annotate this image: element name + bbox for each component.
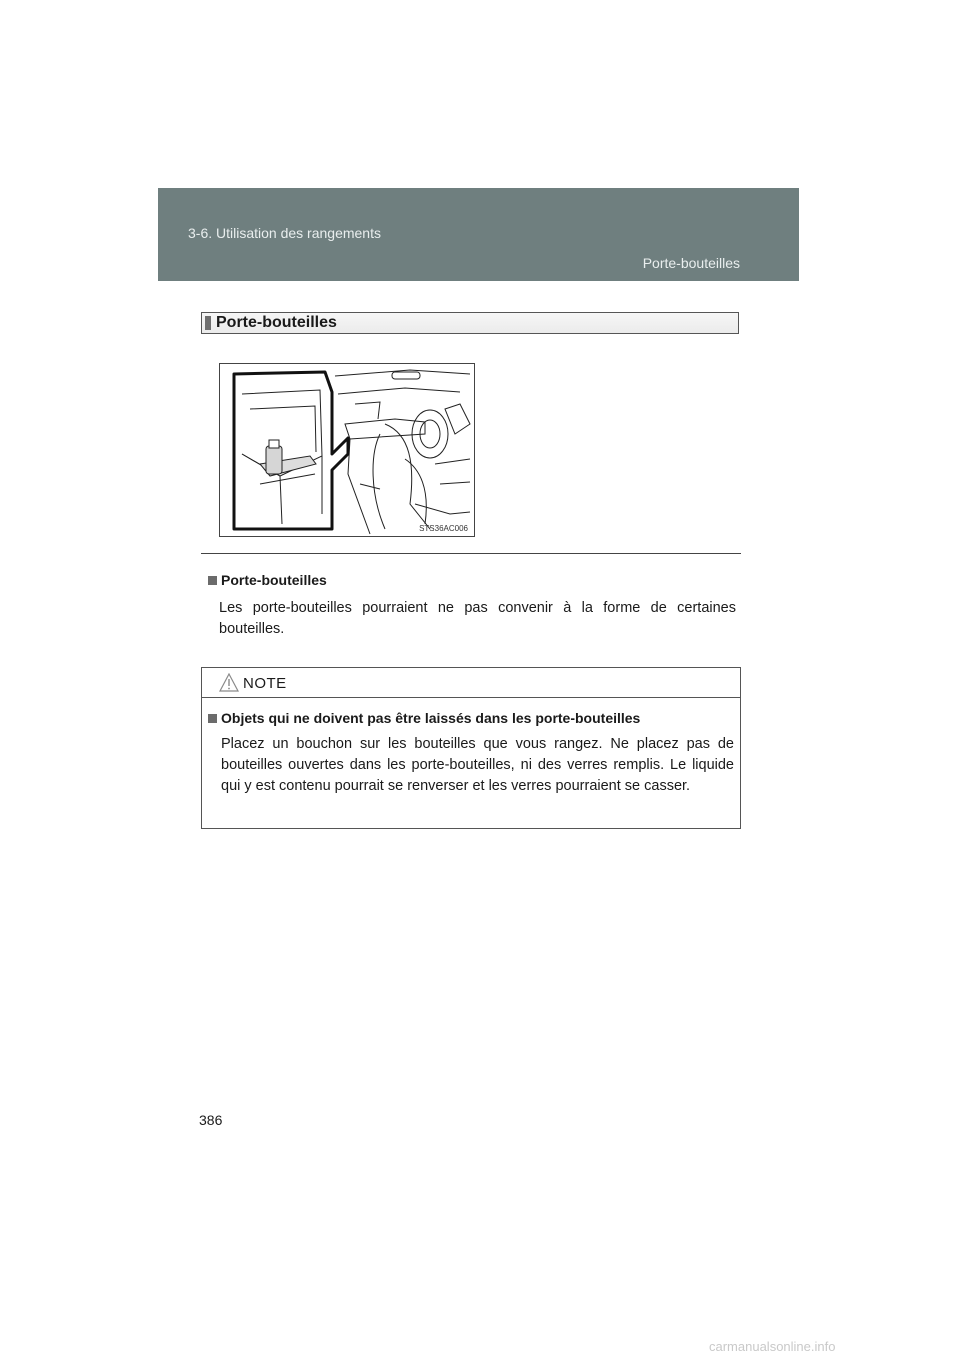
subsection-label: Porte-bouteilles xyxy=(642,255,740,271)
title-marker xyxy=(205,316,211,330)
square-bullet-icon xyxy=(208,714,217,723)
section-title: Porte-bouteilles xyxy=(216,314,337,331)
info-text: Les porte-bouteilles pourraient ne pas convenir à la forme de certaines bouteilles. xyxy=(219,600,736,637)
car-interior-drawing xyxy=(220,364,474,536)
note-body xyxy=(208,710,734,797)
header-band xyxy=(158,188,799,281)
note-heading: Objets qui ne doivent pas être laissés dans les porte-bouteilles xyxy=(221,710,641,726)
bottle-holder-illustration xyxy=(219,363,475,537)
warning-triangle-icon xyxy=(219,673,239,692)
info-block xyxy=(208,572,736,640)
watermark: carmanualsonline.info xyxy=(709,1339,836,1354)
info-heading-row xyxy=(208,572,736,588)
note-label: NOTE xyxy=(243,675,287,692)
square-bullet-icon xyxy=(208,576,217,585)
info-heading: Porte-bouteilles xyxy=(221,572,327,588)
section-divider xyxy=(201,553,741,554)
note-heading-row xyxy=(208,710,734,726)
note-text: Placez un bouchon sur les bouteilles que vous rangez. Ne placez pas de bouteilles ouvertes dans les porte-bouteilles, ni des verres remplis. Le liquide qui y est contenu pourrait se renverser et les verres pourraient se casser. xyxy=(221,736,734,794)
figure-code: STS36AC006 xyxy=(419,524,468,533)
note-header xyxy=(202,668,740,698)
section-title-bar xyxy=(201,312,739,334)
section-label: 3-6. Utilisation des rangements xyxy=(188,225,381,241)
note-box xyxy=(201,667,741,829)
page-number: 386 xyxy=(199,1112,223,1128)
